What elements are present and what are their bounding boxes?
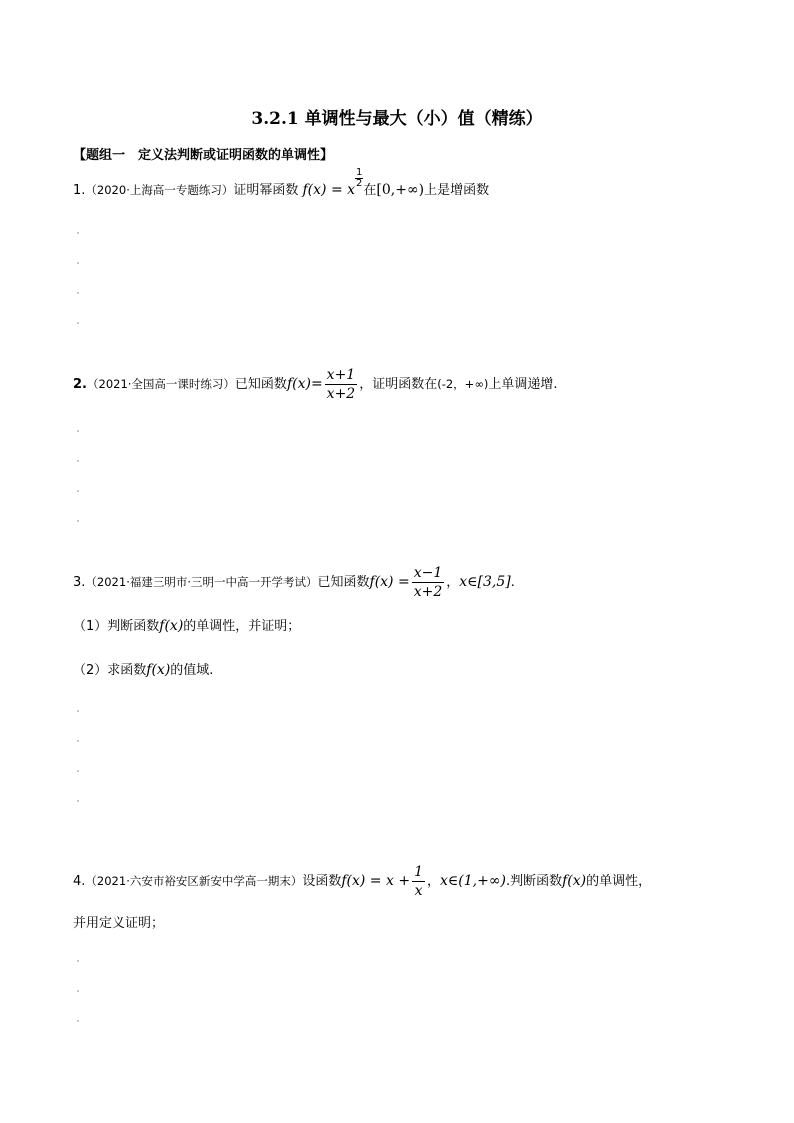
interval: [0,+∞) <box>376 182 425 198</box>
question-text: 上是增函数 <box>424 183 490 198</box>
function-symbol: f(x) <box>562 873 587 889</box>
blank-mark <box>77 990 79 992</box>
question-3-part-1: （1）判断函数f(x)的单调性，并证明； <box>73 618 301 634</box>
question-source: （2021·全国高一课时练习） <box>87 377 235 391</box>
page-title: 3.2.1 单调性与最大（小）值（精练） <box>251 109 543 129</box>
blank-mark <box>77 520 79 522</box>
function-expression: f(x)= <box>286 376 323 392</box>
question-text: 已知函数 <box>234 377 287 392</box>
question-number: 3 <box>73 575 82 590</box>
fraction: $\frac{x+1}{x+2}$ <box>326 367 356 402</box>
question-text: 的单调性， <box>586 874 652 889</box>
question-text: ，证明函数在 <box>359 377 438 392</box>
domain: x∈[3,5] <box>459 574 511 590</box>
blank-mark <box>77 430 79 432</box>
function-expression: f(x) = <box>369 574 410 590</box>
blank-mark <box>77 262 79 264</box>
question-number: 2 <box>73 377 83 392</box>
question-source: （2020·上海高一专题练习） <box>85 183 234 197</box>
question-source: （2021·福建三明市·三明一中高一开学考试） <box>85 575 318 589</box>
interval: (-2，+∞) <box>437 377 489 391</box>
blank-mark <box>77 460 79 462</box>
exponent-fraction: $\frac{1}{2}$ <box>356 167 363 189</box>
question-2: 2.（2021·全国高一课时练习）已知函数f(x)= $\frac{x+1}{x+2}$ ，证明函数在(-2，+∞)上单调递增. <box>73 367 558 402</box>
blank-mark <box>77 292 79 294</box>
question-source: （2021·六安市裕安区新安中学高一期末） <box>85 874 303 888</box>
blank-mark <box>77 960 79 962</box>
domain: x∈(1,+∞) <box>440 873 506 889</box>
fraction: $\frac{1}{x}$ <box>414 864 423 899</box>
blank-mark <box>77 710 79 712</box>
question-group-heading: 【题组一 定义法判断或证明函数的单调性】 <box>73 148 334 163</box>
question-3-part-2: （2）求函数f(x)的值域. <box>73 662 214 678</box>
question-number: 4 <box>73 874 82 889</box>
question-text: . <box>510 575 515 590</box>
function-expression: f(x) = x + <box>341 873 411 889</box>
question-text: 上单调递增. <box>488 377 558 392</box>
question-text: 在 <box>363 183 377 198</box>
question-4: 4.（2021·六安市裕安区新安中学高一期末）设函数f(x) = x + $\frac{1}{x}$ ，x∈(1,+∞).判断函数f(x)的单调性， <box>73 864 652 899</box>
question-text: ， <box>427 874 441 889</box>
blank-mark <box>77 232 79 234</box>
question-text: 设函数 <box>302 874 342 889</box>
question-text: 已知函数 <box>317 575 370 590</box>
question-4-line-2: 并用定义证明； <box>73 916 165 931</box>
question-number: 1 <box>73 183 82 198</box>
question-text: ， <box>446 575 460 590</box>
question-text: .判断函数 <box>505 874 563 889</box>
fraction: $\frac{x-1}{x+2}$ <box>413 565 443 600</box>
blank-mark <box>77 1020 79 1022</box>
blank-mark <box>77 322 79 324</box>
function-expression: f(x) = x <box>302 182 356 198</box>
question-text: 证明幂函数 <box>233 183 299 198</box>
blank-mark <box>77 740 79 742</box>
function-symbol: f(x) <box>159 618 184 634</box>
function-symbol: f(x) <box>146 662 171 678</box>
blank-mark <box>77 800 79 802</box>
blank-mark <box>77 490 79 492</box>
blank-mark <box>77 770 79 772</box>
question-1: 1.（2020·上海高一专题练习）证明幂函数 f(x) = x $\frac{1}{2}$ 在[0,+∞)上是增函数 <box>73 167 490 198</box>
question-3: 3.（2021·福建三明市·三明一中高一开学考试）已知函数f(x) = $\frac{x-1}{x+2}$ ，x∈[3,5]. <box>73 565 515 600</box>
